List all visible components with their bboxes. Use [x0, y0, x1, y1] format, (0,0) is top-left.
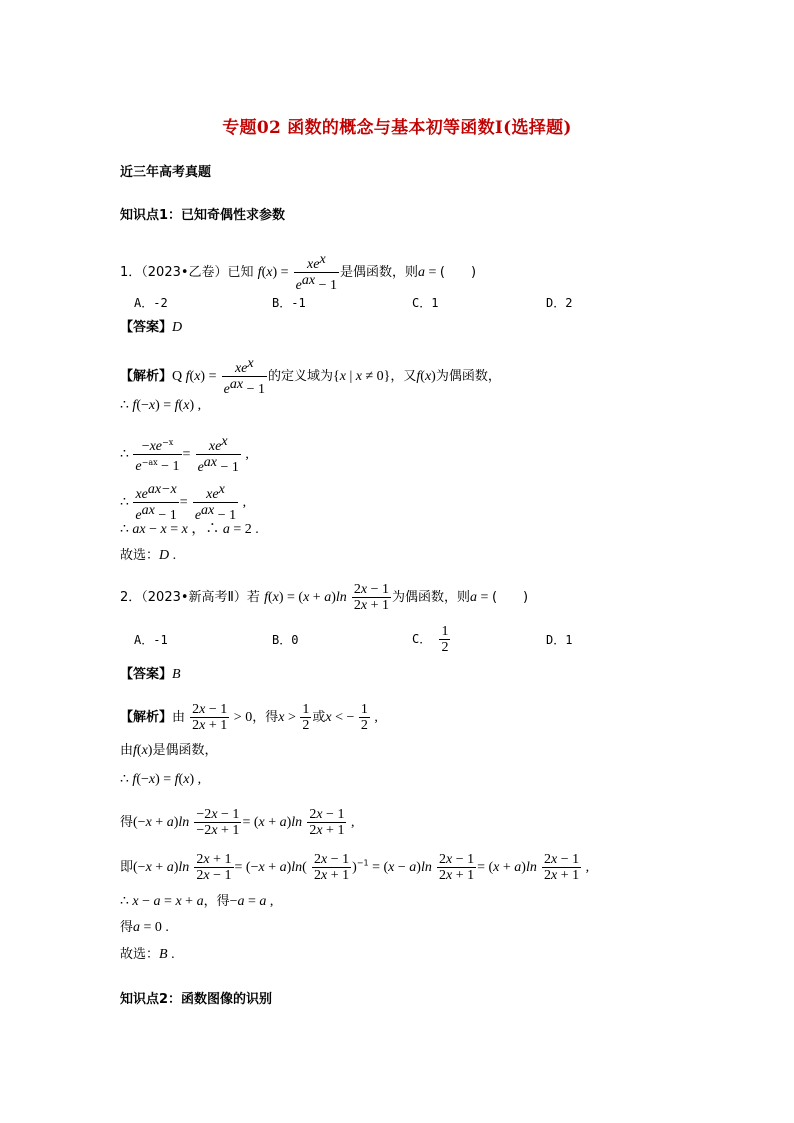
q1-conclusion: 故选：D .: [120, 548, 177, 563]
q1-fraction: $\frac{xe^x}{e^{ax} - 1}$: [295, 252, 337, 293]
q2-answer: 【答案】B: [120, 667, 181, 682]
q2-option-d: D．1: [546, 633, 573, 647]
q1-step-2: ∴ $\frac{-xe^{-x}}{e^{-ax} - 1}$ = $\frac{xe^x}{e^{ax} - 1}$ ,: [120, 434, 249, 475]
q1-step-3: ∴ $\frac{xe^{ax-x}}{e^{ax} - 1}$ = $\frac{xe^x}{e^{ax} - 1}$ ,: [120, 482, 247, 523]
q1-prefix: 1．（2023•乙卷）已知: [120, 265, 254, 280]
q2-step-4: 即(−x + a)ln $\frac{2x + 1}{2x - 1}$ = (−x + a)ln( $\frac{2x - 1}{2x + 1}$ )$^{-1}$ = (x − a)ln $\frac{2x - 1}{2x + 1}$ = (x + a)ln $\frac{2x - 1}{2x + 1}$ ,: [120, 852, 590, 883]
q2-step-6: 得a = 0 .: [120, 920, 169, 935]
q1-option-a: A．-2: [134, 296, 168, 310]
q1-suffix: 是偶函数，则: [340, 265, 419, 280]
question-1: 1．（2023•乙卷）已知 f(x) = $\frac{xe^x}{e^{ax} - 1}$ 是偶函数，则a = ( ): [120, 252, 477, 293]
q2-analysis: 【解析】由 $\frac{2x - 1}{2x + 1}$ > 0，得x > $\frac{1}{2}$ 或x < − $\frac{1}{2}$ ,: [120, 702, 378, 733]
q2-option-b: B．0: [272, 633, 299, 647]
q2-step-3: 得(−x + a)ln $\frac{-2x - 1}{-2x + 1}$ = (x + a)ln $\frac{2x - 1}{2x + 1}$ ,: [120, 807, 355, 838]
section-heading: 近三年高考真题: [120, 165, 212, 180]
knowledge-point-1: 知识点1：已知奇偶性求参数: [120, 208, 286, 223]
q1-option-b: B．-1: [272, 296, 306, 310]
q1-step-1: ∴ f(−x) = f(x) ,: [120, 398, 202, 413]
q1-step-4: ∴ ax − x = x ，∴ a = 2 .: [120, 522, 259, 537]
q1-option-d: D．2: [546, 296, 573, 310]
q2-option-c: C． $\frac{1}{2}$: [412, 624, 449, 655]
q2-step-1: 由f(x)是偶函数，: [120, 743, 218, 758]
q1-answer: 【答案】D: [120, 320, 183, 335]
q1-option-c: C．1: [412, 296, 439, 310]
question-2: 2．（2023•新高考Ⅱ）若 f(x) = (x + a)ln $\frac{2x - 1}{2x + 1}$ 为偶函数，则a = ( ): [120, 582, 529, 613]
page-title: 专题02 函数的概念与基本初等函数Ⅰ(选择题): [222, 118, 572, 138]
knowledge-point-2: 知识点2：函数图像的识别: [120, 992, 273, 1007]
q1-tail: ( ): [439, 265, 477, 280]
q2-step-2: ∴ f(−x) = f(x) ,: [120, 772, 202, 787]
q2-option-a: A．-1: [134, 633, 168, 647]
q1-analysis: 【解析】Q f(x) = $\frac{xe^x}{e^{ax} - 1}$ 的定义域为{x | x ≠ 0}，又f(x)为偶函数，: [120, 356, 501, 397]
q2-step-5: ∴ x − a = x + a，得−a = a ,: [120, 894, 274, 909]
q2-conclusion: 故选：B .: [120, 947, 175, 962]
